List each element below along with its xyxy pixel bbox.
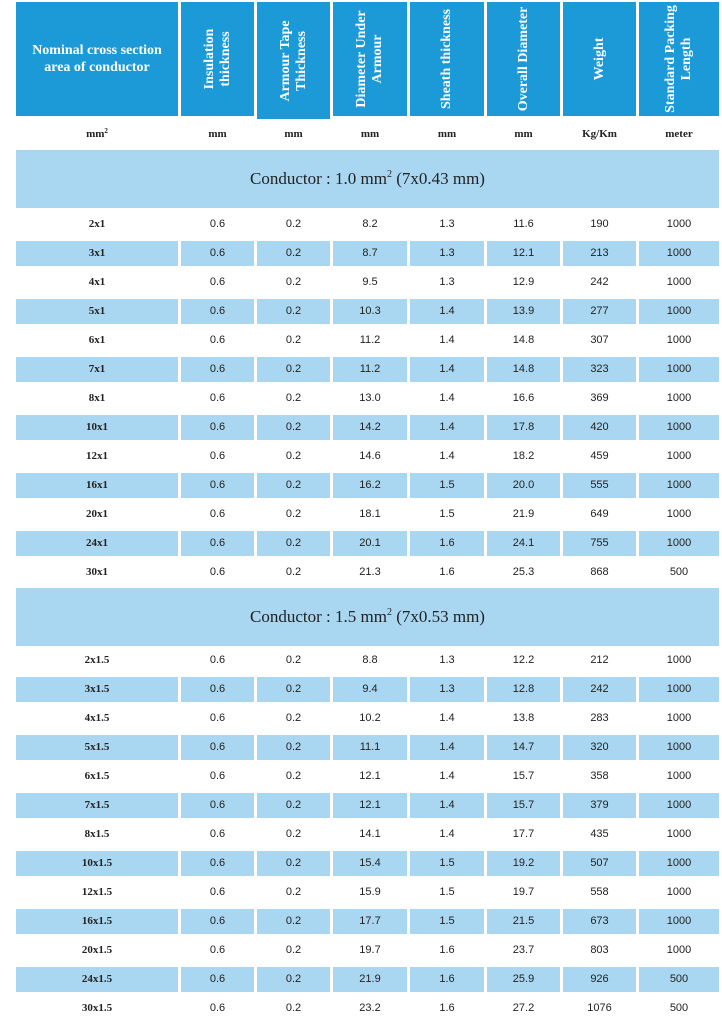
table-cell: 17.7 bbox=[512, 828, 535, 840]
table-cell: 1.5 bbox=[439, 886, 455, 898]
table-cell: 0.6 bbox=[209, 770, 226, 782]
table-cell: 25.9 bbox=[487, 967, 560, 992]
table-cell: 1.4 bbox=[410, 793, 484, 818]
table-cell: 320 bbox=[563, 735, 636, 760]
table-cell: 1000 bbox=[639, 851, 719, 876]
table-cell: 673 bbox=[563, 909, 636, 934]
table-cell: 0.2 bbox=[257, 735, 330, 760]
table-cell: 1000 bbox=[666, 770, 692, 782]
table-cell: 15.4 bbox=[333, 851, 407, 876]
table-cell: 500 bbox=[669, 1002, 689, 1014]
table-cell: 8.2 bbox=[362, 218, 378, 230]
section-title: Conductor : 1.0 $mm^2$ (7x0.43 mm) bbox=[250, 169, 485, 188]
table-cell: 1000 bbox=[639, 677, 719, 702]
section-title: Conductor : 1.5 $mm^2$ (7x0.53 mm) bbox=[250, 607, 485, 626]
table-row bbox=[0, 270, 722, 295]
table-row bbox=[0, 938, 722, 963]
row-label: 16x1 bbox=[16, 473, 178, 498]
row-label: 8x1.5 bbox=[84, 828, 110, 840]
row-label: 10x1 bbox=[16, 415, 178, 440]
table-cell: 0.2 bbox=[285, 654, 302, 666]
table-cell: 0.6 bbox=[209, 218, 226, 230]
table-cell: 11.2 bbox=[333, 357, 407, 382]
table-cell: 1.4 bbox=[410, 357, 484, 382]
row-label: 24x1.5 bbox=[16, 967, 178, 992]
table-cell: 0.2 bbox=[285, 450, 302, 462]
table-cell: 14.6 bbox=[359, 450, 381, 462]
table-row bbox=[0, 822, 722, 847]
table-cell: 1.5 bbox=[410, 473, 484, 498]
column-header-sheath-thickness bbox=[410, 2, 484, 116]
table-cell: 1000 bbox=[666, 334, 692, 346]
row-label: 7x1 bbox=[16, 357, 178, 382]
table-cell: 242 bbox=[563, 677, 636, 702]
table-cell: 1.4 bbox=[410, 299, 484, 324]
table-cell: 555 bbox=[563, 473, 636, 498]
table-cell: 1.4 bbox=[439, 712, 455, 724]
table-cell: 0.2 bbox=[285, 276, 302, 288]
table-cell: 24.1 bbox=[487, 531, 560, 556]
table-cell: 190 bbox=[590, 218, 609, 230]
table-cell: 0.2 bbox=[285, 770, 302, 782]
table-cell: 868 bbox=[590, 566, 609, 578]
table-cell: 0.2 bbox=[285, 1002, 302, 1014]
column-header-label: Sheath thickness bbox=[439, 9, 454, 109]
row-label: 2x1.5 bbox=[84, 654, 110, 666]
table-cell: 1.4 bbox=[439, 392, 455, 404]
section-banner-conductor-1-5 bbox=[16, 588, 719, 646]
table-cell: 0.6 bbox=[181, 735, 254, 760]
table-cell: 0.2 bbox=[285, 218, 302, 230]
table-cell: 8.7 bbox=[333, 241, 407, 266]
unit-label: mm bbox=[360, 128, 380, 140]
table-cell: 16.6 bbox=[512, 392, 535, 404]
table-cell: 212 bbox=[590, 654, 609, 666]
table-cell: 0.2 bbox=[257, 299, 330, 324]
table-cell: 13.0 bbox=[359, 392, 381, 404]
table-cell: 0.2 bbox=[285, 944, 302, 956]
table-cell: 0.2 bbox=[257, 415, 330, 440]
table-cell: 0.6 bbox=[181, 241, 254, 266]
table-cell: 12.9 bbox=[512, 276, 535, 288]
table-cell: 1.6 bbox=[439, 1002, 455, 1014]
table-row bbox=[0, 531, 722, 556]
row-label: 5x1 bbox=[16, 299, 178, 324]
section-banner-conductor-1-0 bbox=[16, 150, 719, 208]
table-cell: 435 bbox=[590, 828, 609, 840]
table-cell: 500 bbox=[639, 967, 719, 992]
column-header-label: Insulation thickness bbox=[201, 28, 233, 90]
table-cell: 0.6 bbox=[209, 276, 226, 288]
table-cell: 0.2 bbox=[285, 712, 302, 724]
table-cell: 369 bbox=[590, 392, 609, 404]
column-header-nominal-cross-section bbox=[16, 2, 178, 116]
column-header-label: Standard Packing Length bbox=[663, 5, 694, 113]
table-cell: 23.7 bbox=[512, 944, 535, 956]
table-cell: 926 bbox=[563, 967, 636, 992]
table-cell: 0.2 bbox=[257, 793, 330, 818]
table-cell: 0.2 bbox=[285, 392, 302, 404]
row-label: 3x1 bbox=[16, 241, 178, 266]
table-cell: 0.2 bbox=[285, 334, 302, 346]
table-cell: 15.9 bbox=[359, 886, 381, 898]
table-cell: 1000 bbox=[639, 357, 719, 382]
row-label: 8x1 bbox=[88, 392, 106, 404]
table-row bbox=[0, 793, 722, 818]
row-label: 30x1 bbox=[86, 566, 108, 578]
table-cell: 0.2 bbox=[257, 967, 330, 992]
table-row bbox=[0, 212, 722, 237]
table-cell: 0.6 bbox=[181, 415, 254, 440]
table-row bbox=[0, 764, 722, 789]
unit-label: Kg/Km bbox=[582, 128, 617, 140]
table-row bbox=[0, 502, 722, 527]
table-cell: 21.3 bbox=[359, 566, 381, 578]
column-header-standard-packing-length bbox=[639, 2, 719, 116]
table-cell: 19.2 bbox=[487, 851, 560, 876]
table-row bbox=[0, 909, 722, 934]
table-cell: 17.8 bbox=[487, 415, 560, 440]
table-cell: 17.7 bbox=[333, 909, 407, 934]
table-cell: 8.8 bbox=[362, 654, 378, 666]
row-label: 6x1.5 bbox=[84, 770, 110, 782]
table-cell: 1000 bbox=[666, 392, 692, 404]
table-row bbox=[0, 444, 722, 469]
row-label: 24x1 bbox=[16, 531, 178, 556]
row-label: 2x1 bbox=[88, 218, 106, 230]
table-cell: 1.4 bbox=[410, 415, 484, 440]
table-cell: 18.2 bbox=[512, 450, 535, 462]
table-cell: 1000 bbox=[666, 218, 692, 230]
table-cell: 1.4 bbox=[410, 735, 484, 760]
table-cell: 14.7 bbox=[487, 735, 560, 760]
table-cell: 1.5 bbox=[439, 508, 455, 520]
table-cell: 9.4 bbox=[333, 677, 407, 702]
table-cell: 1.3 bbox=[439, 218, 455, 230]
table-cell: 0.6 bbox=[209, 886, 226, 898]
table-cell: 0.6 bbox=[209, 334, 226, 346]
table-cell: 1.6 bbox=[439, 944, 455, 956]
table-cell: 1076 bbox=[587, 1002, 612, 1014]
row-label: 5x1.5 bbox=[16, 735, 178, 760]
table-cell: 14.2 bbox=[333, 415, 407, 440]
table-cell: 379 bbox=[563, 793, 636, 818]
table-cell: 14.8 bbox=[487, 357, 560, 382]
table-cell: 1000 bbox=[666, 828, 692, 840]
table-cell: 12.8 bbox=[487, 677, 560, 702]
table-row bbox=[0, 648, 722, 673]
table-row bbox=[0, 241, 722, 266]
table-cell: 803 bbox=[590, 944, 609, 956]
table-cell: 1.6 bbox=[410, 531, 484, 556]
table-row bbox=[0, 560, 722, 585]
table-cell: 0.2 bbox=[285, 886, 302, 898]
column-header-label: Overall Diameter bbox=[515, 6, 531, 112]
table-cell: 1000 bbox=[639, 909, 719, 934]
table-cell: 558 bbox=[590, 886, 609, 898]
table-row bbox=[0, 386, 722, 411]
table-cell: 0.2 bbox=[257, 909, 330, 934]
column-header-label: Diameter Under Armour bbox=[354, 10, 385, 108]
table-row bbox=[0, 735, 722, 760]
table-cell: 213 bbox=[563, 241, 636, 266]
table-cell: 1000 bbox=[666, 450, 692, 462]
table-cell: 0.6 bbox=[209, 566, 226, 578]
table-cell: 1.3 bbox=[410, 677, 484, 702]
table-cell: 11.1 bbox=[333, 735, 407, 760]
table-cell: 283 bbox=[590, 712, 609, 724]
table-cell: 15.7 bbox=[487, 793, 560, 818]
table-cell: 358 bbox=[590, 770, 609, 782]
column-header-label: Weight bbox=[591, 37, 607, 81]
table-cell: 1000 bbox=[639, 735, 719, 760]
table-cell: 1000 bbox=[666, 276, 692, 288]
table-cell: 1000 bbox=[639, 415, 719, 440]
table-cell: 1.4 bbox=[439, 828, 455, 840]
table-cell: 1000 bbox=[639, 473, 719, 498]
table-cell: 23.2 bbox=[359, 1002, 381, 1014]
table-row bbox=[0, 357, 722, 382]
table-cell: 0.2 bbox=[257, 357, 330, 382]
table-cell: 21.5 bbox=[487, 909, 560, 934]
table-cell: 0.6 bbox=[209, 508, 226, 520]
table-cell: 0.6 bbox=[209, 1002, 226, 1014]
row-label: 20x1 bbox=[86, 508, 108, 520]
table-cell: 11.6 bbox=[513, 218, 534, 230]
table-row bbox=[0, 299, 722, 324]
table-cell: 18.1 bbox=[359, 508, 381, 520]
table-cell: 1.4 bbox=[439, 334, 455, 346]
unit-label: mm bbox=[514, 128, 533, 140]
table-cell: 0.6 bbox=[181, 967, 254, 992]
column-header-armour-tape-thickness bbox=[257, 2, 330, 119]
table-cell: 0.6 bbox=[209, 828, 226, 840]
table-cell: 1000 bbox=[639, 299, 719, 324]
row-label: 6x1 bbox=[88, 334, 106, 346]
column-header-label: Armour Tape Thickness bbox=[277, 19, 309, 102]
row-label: 4x1.5 bbox=[84, 712, 110, 724]
table-cell: 21.9 bbox=[512, 508, 535, 520]
table-cell: 0.2 bbox=[257, 473, 330, 498]
column-header-insulation-thickness bbox=[181, 2, 254, 116]
table-cell: 20.0 bbox=[487, 473, 560, 498]
table-cell: 307 bbox=[590, 334, 609, 346]
table-cell: 242 bbox=[590, 276, 609, 288]
table-cell: 459 bbox=[590, 450, 609, 462]
table-cell: 14.1 bbox=[359, 828, 381, 840]
table-cell: 0.6 bbox=[209, 712, 226, 724]
table-cell: 0.6 bbox=[181, 357, 254, 382]
row-label: 4x1 bbox=[88, 276, 106, 288]
table-cell: 21.9 bbox=[333, 967, 407, 992]
table-cell: 0.6 bbox=[209, 654, 226, 666]
table-cell: 9.5 bbox=[362, 276, 378, 288]
table-cell: 20.1 bbox=[333, 531, 407, 556]
row-label: 12x1 bbox=[86, 450, 108, 462]
table-cell: 420 bbox=[563, 415, 636, 440]
table-cell: 1000 bbox=[666, 654, 692, 666]
column-header-diameter-under-armour bbox=[333, 2, 407, 116]
table-cell: 507 bbox=[563, 851, 636, 876]
table-cell: 1000 bbox=[666, 944, 692, 956]
row-label: 10x1.5 bbox=[16, 851, 178, 876]
row-label: 16x1.5 bbox=[16, 909, 178, 934]
table-cell: 13.9 bbox=[487, 299, 560, 324]
table-cell: 10.3 bbox=[333, 299, 407, 324]
table-cell: 1000 bbox=[639, 531, 719, 556]
row-label: 20x1.5 bbox=[81, 944, 113, 956]
table-cell: 1000 bbox=[639, 793, 719, 818]
table-cell: 11.2 bbox=[359, 334, 381, 346]
table-cell: 16.2 bbox=[333, 473, 407, 498]
row-label: 7x1.5 bbox=[16, 793, 178, 818]
table-row bbox=[0, 880, 722, 905]
table-cell: 0.6 bbox=[181, 909, 254, 934]
table-cell: 0.6 bbox=[181, 793, 254, 818]
table-cell: 0.6 bbox=[181, 851, 254, 876]
table-row bbox=[0, 996, 722, 1021]
table-row bbox=[0, 851, 722, 876]
table-cell: 0.2 bbox=[257, 241, 330, 266]
row-label: 12x1.5 bbox=[81, 886, 113, 898]
table-cell: 323 bbox=[563, 357, 636, 382]
table-cell: 1.3 bbox=[439, 276, 455, 288]
table-row bbox=[0, 677, 722, 702]
table-cell: 649 bbox=[590, 508, 609, 520]
table-cell: 0.6 bbox=[209, 392, 226, 404]
table-cell: 12.1 bbox=[359, 770, 381, 782]
table-cell: 0.6 bbox=[181, 299, 254, 324]
table-cell: 277 bbox=[563, 299, 636, 324]
table-cell: 0.6 bbox=[181, 531, 254, 556]
table-cell: 12.2 bbox=[512, 654, 535, 666]
table-row bbox=[0, 706, 722, 731]
table-cell: 1000 bbox=[639, 241, 719, 266]
table-cell: 25.3 bbox=[512, 566, 535, 578]
column-header-label: Nominal cross section area of conductor bbox=[32, 43, 162, 75]
table-cell: 1.6 bbox=[439, 566, 455, 578]
table-cell: 1.5 bbox=[410, 851, 484, 876]
unit-label: meter bbox=[665, 128, 693, 140]
table-cell: 1000 bbox=[666, 886, 692, 898]
table-cell: 0.2 bbox=[257, 677, 330, 702]
table-cell: 13.8 bbox=[512, 712, 535, 724]
table-cell: 1000 bbox=[666, 712, 692, 724]
table-cell: 19.7 bbox=[512, 886, 535, 898]
table-cell: 0.2 bbox=[257, 851, 330, 876]
table-cell: 10.2 bbox=[359, 712, 381, 724]
table-cell: 1.6 bbox=[410, 967, 484, 992]
unit-label: $mm^2$ bbox=[86, 127, 108, 140]
table-cell: 12.1 bbox=[487, 241, 560, 266]
row-label: 30x1.5 bbox=[81, 1002, 113, 1014]
table-cell: 0.6 bbox=[209, 450, 226, 462]
table-cell: 1.4 bbox=[439, 770, 455, 782]
table-cell: 12.1 bbox=[333, 793, 407, 818]
column-header-overall-diameter bbox=[487, 2, 560, 116]
table-cell: 0.2 bbox=[285, 566, 302, 578]
table-cell: 0.2 bbox=[285, 828, 302, 840]
table-row bbox=[0, 328, 722, 353]
row-label: 3x1.5 bbox=[16, 677, 178, 702]
table-cell: 500 bbox=[669, 566, 689, 578]
table-cell: 14.8 bbox=[512, 334, 535, 346]
table-cell: 1.4 bbox=[439, 450, 455, 462]
table-row bbox=[0, 473, 722, 498]
table-cell: 15.7 bbox=[512, 770, 535, 782]
table-cell: 0.2 bbox=[257, 531, 330, 556]
table-cell: 0.6 bbox=[209, 944, 226, 956]
column-header-weight bbox=[563, 2, 636, 116]
unit-label: mm bbox=[284, 128, 303, 140]
unit-label: mm bbox=[208, 128, 227, 140]
table-cell: 0.6 bbox=[181, 473, 254, 498]
table-cell: 0.6 bbox=[181, 677, 254, 702]
table-cell: 1.3 bbox=[410, 241, 484, 266]
table-cell: 1000 bbox=[666, 508, 692, 520]
table-cell: 27.2 bbox=[512, 1002, 535, 1014]
table-cell: 0.2 bbox=[285, 508, 302, 520]
unit-label: mm bbox=[437, 128, 457, 140]
table-cell: 1.5 bbox=[410, 909, 484, 934]
table-cell: 19.7 bbox=[359, 944, 381, 956]
table-row bbox=[0, 415, 722, 440]
table-cell: 755 bbox=[563, 531, 636, 556]
table-cell: 1.3 bbox=[439, 654, 455, 666]
table-row bbox=[0, 967, 722, 992]
